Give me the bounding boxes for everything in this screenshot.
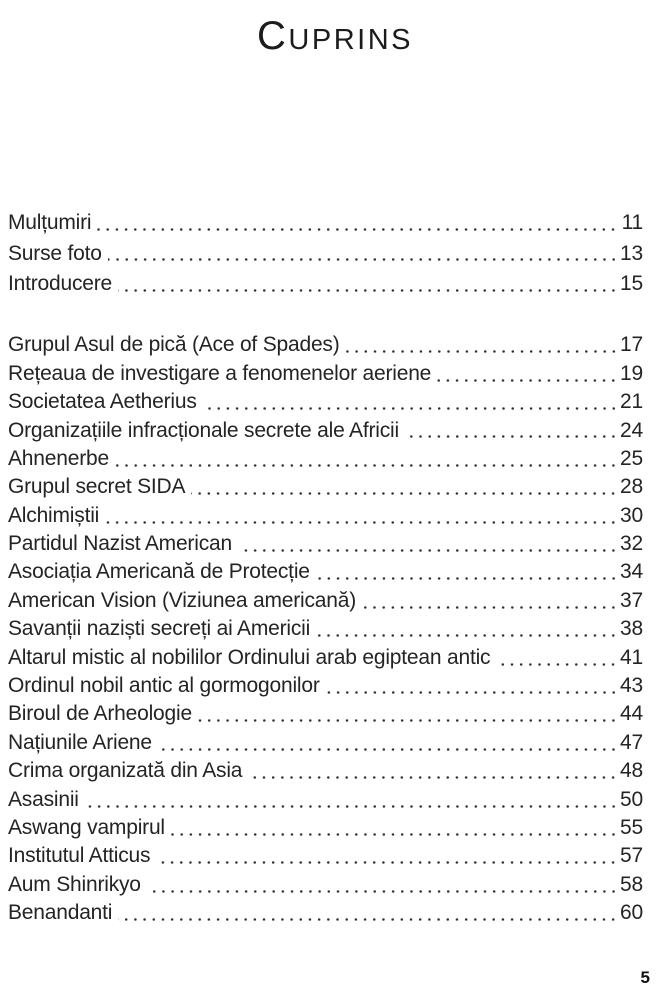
toc-entry-page: 41 <box>620 645 643 669</box>
toc-entry <box>8 360 643 388</box>
dot-leader <box>316 558 618 586</box>
toc-entry <box>8 331 643 359</box>
toc-entry-label: Mulțumiri <box>8 211 92 235</box>
toc-entry-label: Aum Shinrikyo <box>8 872 141 896</box>
dot-leader <box>97 208 618 238</box>
toc-entry-page: 21 <box>620 390 643 414</box>
toc-entry-page: 37 <box>620 588 643 612</box>
dot-leader <box>158 729 618 757</box>
toc-entry-label: Partidul Nazist American <box>8 532 232 556</box>
toc-entry-label: Crima organizată din Asia <box>8 759 243 783</box>
toc-entry <box>8 729 643 757</box>
toc-entry-label: Benandanti <box>8 901 113 925</box>
dot-leader <box>115 445 618 473</box>
toc-entry-page: 25 <box>620 446 643 470</box>
dot-leader <box>105 502 618 530</box>
toc-entry <box>8 208 643 238</box>
toc-entry-label: Ordinul nobil antic al gormogonilor <box>8 674 320 698</box>
toc-entry <box>8 672 643 700</box>
toc-entry-page: 47 <box>620 730 643 754</box>
dot-leader <box>156 842 618 870</box>
toc-entry-page: 24 <box>620 418 643 442</box>
dot-leader <box>118 269 618 299</box>
toc-entry <box>8 473 643 501</box>
toc-entry-page: 38 <box>620 617 643 641</box>
dot-leader <box>326 672 618 700</box>
toc-entry <box>8 238 643 268</box>
dot-leader <box>496 643 618 671</box>
dot-leader <box>362 587 618 615</box>
toc-entry-label: Organizațiile infracționale secrete ale Africii <box>8 418 399 442</box>
toc-entry-page: 57 <box>620 844 643 868</box>
dot-leader <box>191 473 618 501</box>
toc-entry <box>8 558 643 586</box>
toc-entry-page: 15 <box>620 271 643 295</box>
front-matter-list <box>8 208 643 299</box>
toc-entry <box>8 416 643 444</box>
toc-entry <box>8 388 643 416</box>
toc-entry-page: 28 <box>620 475 643 499</box>
toc-entry-label: Savanții naziști secreți ai Americii <box>8 617 311 641</box>
table-of-contents <box>8 208 643 927</box>
toc-entry-page: 11 <box>621 211 643 235</box>
toc-entry-label: Aswang vampirul <box>8 816 165 839</box>
toc-entry <box>8 269 643 299</box>
toc-entry-label: Națiunile Ariene <box>8 730 152 754</box>
toc-entry <box>8 842 643 870</box>
dot-leader <box>171 814 618 842</box>
dot-leader <box>238 530 618 558</box>
toc-entry-label: Alchimiștii <box>8 503 100 527</box>
toc-entry <box>8 530 643 558</box>
toc-entry <box>8 502 643 530</box>
toc-entry <box>8 785 643 813</box>
dot-leader <box>203 388 618 416</box>
page-number: 5 <box>640 968 650 987</box>
dot-leader <box>248 757 618 785</box>
toc-entry <box>8 643 643 671</box>
chapters-list <box>8 331 643 927</box>
toc-entry-page: 50 <box>620 787 643 811</box>
toc-entry-label: Institutul Atticus <box>8 844 151 868</box>
toc-entry-label: Asociația Americană de Protecție <box>8 560 310 584</box>
dot-leader <box>346 331 618 359</box>
toc-entry-page: 19 <box>620 361 643 385</box>
toc-entry-label: Rețeaua de investigare a fenomenelor aeriene <box>8 361 432 385</box>
toc-entry-label: American Vision (Viziunea americană) <box>8 588 357 612</box>
dot-leader <box>108 238 618 268</box>
page-title <box>0 14 670 67</box>
toc-entry <box>8 899 643 927</box>
toc-entry-page: 43 <box>620 674 643 698</box>
toc-entry <box>8 757 643 785</box>
toc-entry-label: Ahnenerbe <box>8 446 109 470</box>
toc-entry-label: Grupul Asul de pică (Ace of Spades) <box>8 333 340 357</box>
toc-entry-page: 17 <box>620 333 643 357</box>
toc-entry-page: 60 <box>620 901 643 925</box>
toc-entry <box>8 587 643 615</box>
dot-leader <box>147 871 618 899</box>
toc-entry-page: 32 <box>620 532 643 556</box>
toc-entry-label: Biroul de Arheologie <box>8 702 192 726</box>
dot-leader <box>198 700 618 728</box>
toc-entry-page: 30 <box>620 503 643 527</box>
toc-entry-label: Grupul secret SIDA <box>8 475 186 499</box>
toc-entry-page: 48 <box>620 759 643 783</box>
dot-leader <box>316 615 618 643</box>
toc-entry-page: 58 <box>620 872 643 896</box>
toc-entry-label: Altarul mistic al nobililor Ordinului arab egiptean antic <box>8 645 491 669</box>
toc-entry-label: Introducere <box>8 271 113 295</box>
toc-entry <box>8 871 643 899</box>
toc-entry-label: Surse foto <box>8 241 102 265</box>
toc-entry-page: 13 <box>620 241 643 265</box>
dot-leader <box>85 785 618 813</box>
dot-leader <box>437 360 618 388</box>
toc-entry-page: 44 <box>620 702 643 726</box>
title-initial: C <box>257 14 289 58</box>
toc-entry <box>8 814 643 842</box>
dot-leader <box>405 416 618 444</box>
dot-leader <box>118 899 618 927</box>
toc-entry <box>8 445 643 473</box>
toc-entry <box>8 615 643 643</box>
toc-entry-label: Societatea Aetherius <box>8 390 197 414</box>
toc-entry-label: Asasinii <box>8 787 79 811</box>
toc-entry-page: 55 <box>620 816 643 839</box>
toc-entry-page: 34 <box>620 560 643 584</box>
title-rest: UPRINS <box>288 24 413 56</box>
toc-entry <box>8 700 643 728</box>
